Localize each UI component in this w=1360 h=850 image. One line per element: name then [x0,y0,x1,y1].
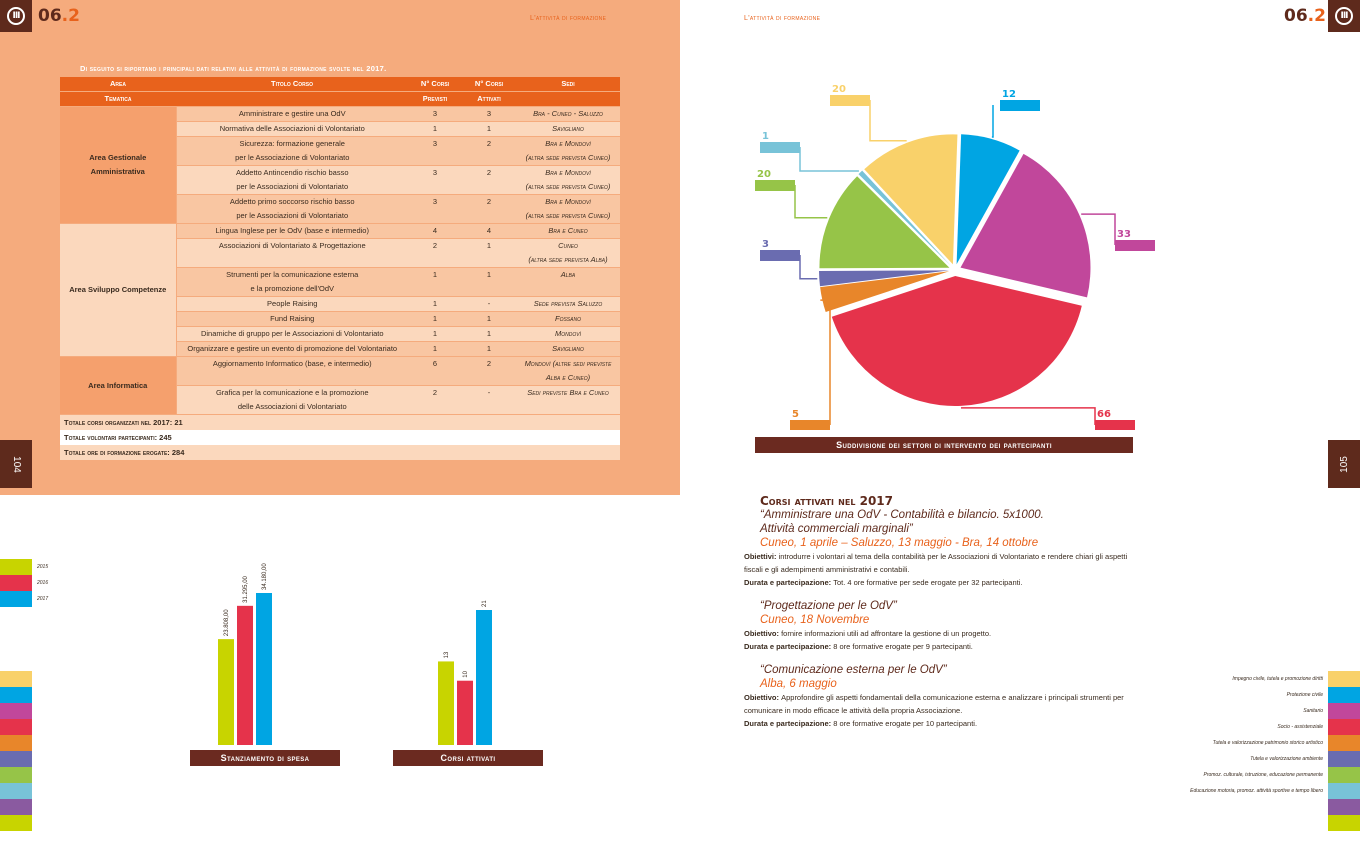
sector-label: Protezione civile [1286,692,1323,698]
location-cell [516,312,620,327]
year-swatch [0,591,32,607]
cell-line: Sede prevista Saluzzo [533,299,603,308]
table-header-cell [516,92,620,107]
bar-value-label: 10 [463,671,469,678]
table-header-cell: Area [60,77,176,92]
courses-table-wrapper [60,77,620,460]
cell-line: Fund Raising [270,314,315,323]
activated-count-cell: 2 [462,357,516,386]
pie-value-label: 3 [762,239,769,250]
year-label: 2015 [37,564,49,570]
location-cell [516,327,620,342]
activated-count-cell: 1 [462,342,516,357]
pie-leader-line [795,185,827,218]
course-title-cell [176,386,408,415]
planned-count-cell: 1 [408,268,462,297]
cell-line: Addetto primo soccorso rischio basso [229,197,355,206]
activated-count-cell: 4 [462,224,516,239]
page-number-right: 105 [1328,440,1360,488]
course-title-cell [176,342,408,357]
chapter-roman-icon: III [7,7,25,25]
chapter-icon-right [1328,0,1360,32]
activated-count-cell: 2 [462,137,516,166]
cell-line: Associazioni di Volontariato & Progettazione [218,241,366,250]
planned-count-cell: 3 [408,107,462,122]
cell-line: (altra sede prevista Alba) [528,255,608,264]
cell-line: Fossano [555,314,581,323]
left-strip-swatch [0,671,32,687]
course-title-cont: Attività commerciali marginali” [760,523,913,535]
chapter-icon [0,0,32,32]
location-cell [516,122,620,137]
spending-bar-chart [200,540,360,745]
objective-text: Approfondire gli aspetti fondamentali della comunicazione esterna e analizzare i principali strumenti per comunicare in modo efficace le attività della propria Associazione. [744,693,1124,715]
cell-line: Bra e Cuneo [548,226,588,235]
total-row: Totale corsi organizzati nel 2017: 21 [60,415,620,430]
sector-legend-item [1128,783,1360,799]
cell-line: Strumenti per la comunicazione esterna [226,270,359,279]
cell-line: Mondovì (altre sedi previste [524,359,612,368]
course-place: Alba, 6 maggio [760,678,837,690]
spending-chart-caption: Stanziamento di spesa [190,750,340,766]
pie-chart-caption: Suddivisione dei settori di intervento dei partecipanti [755,437,1133,453]
activated-count-cell: 1 [462,122,516,137]
sector-swatch [1328,719,1360,735]
area-cell: Area Sviluppo Competenze [60,224,176,357]
sector-label: Sanitario [1303,708,1323,714]
location-cell [516,195,620,224]
year-legend-item [0,591,48,607]
bar-2016 [237,606,253,745]
chapter-roman-icon: III [1335,7,1353,25]
course-title-cell [176,327,408,342]
pie-value-label: 66 [1097,409,1111,420]
year-legend-item [0,575,48,591]
course-title-cell [176,239,408,268]
table-header-cell: Titolo Corso [176,77,408,92]
sector-label: Tutela e valorizzazione patrimonio storico artistico [1212,740,1323,746]
course-title-cell [176,297,408,312]
location-cell [516,297,620,312]
year-swatch [0,575,32,591]
left-strip-swatch [0,735,32,751]
sector-legend-item [1128,687,1360,703]
sector-legend-item [1128,799,1360,815]
cell-line: Bra e Mondovì [545,197,591,206]
area-cell: Area Gestionale Amministrativa [60,107,176,224]
course-title-cell [176,122,408,137]
planned-count-cell: 3 [408,166,462,195]
course-item [744,663,1144,730]
cell-line: Bra e Mondovì [545,139,591,148]
cell-line: Aggiornamento Informatico (base, e intermedio) [212,359,372,368]
cell-line: (altra sede prevista Cuneo) [525,182,611,191]
left-strip-swatch [0,751,32,767]
running-head-right: L'attività di formazione [744,15,821,22]
cell-line: Grafica per la comunicazione e la promozione [215,388,369,397]
bar-value-label: 31.295,00 [243,576,249,603]
planned-count-cell: 1 [408,297,462,312]
sector-legend-item [1128,767,1360,783]
running-head-left: L'attività di formazione [530,15,607,22]
courses-bar-chart [420,580,540,745]
table-row [60,107,620,122]
table-header-row [60,92,620,107]
course-title-cell [176,224,408,239]
pie-value-label: 33 [1117,229,1131,240]
course-title: “Progettazione per le OdV” [760,600,897,612]
objective-label: Obiettivi: [744,552,779,561]
pie-leader-line [820,300,830,425]
course-objective [744,627,1144,640]
pie-value-tag [1095,420,1135,430]
area-cell: Area Informatica [60,357,176,415]
bar-value-label: 13 [444,651,450,659]
pie-value-tag [830,95,870,106]
duration-label: Durata e partecipazione: [744,578,834,587]
course-title: “Amministrare una OdV - Contabilità e bilancio. 5x1000. [760,509,1044,521]
bar-2016 [457,681,473,745]
pie-value-tag [760,142,800,153]
sector-legend [1128,671,1360,831]
bar-2015 [438,661,454,745]
cell-line: Savigliano [552,124,584,133]
bar-value-label: 34.180,00 [262,563,268,590]
objective-text: fornire informazioni utili ad affrontare la gestione di un progetto. [781,629,992,638]
location-cell [516,224,620,239]
planned-count-cell: 2 [408,239,462,268]
course-title-cell [176,357,408,386]
cell-line: Normativa delle Associazioni di Volontariato [219,124,365,133]
activated-count-cell: 2 [462,195,516,224]
course-title-cell [176,166,408,195]
objective-text: introdurre i volontari al tema della contabilità per le Associazioni di Volontariato e rendere chiari gli aspetti fiscali e gli adempimenti amministrativi e contabili. [744,552,1128,574]
sector-swatch [1328,815,1360,831]
planned-count-cell: 1 [408,342,462,357]
cell-line: Alba [560,270,576,279]
sector-legend-item [1128,815,1360,831]
cell-line: Addetto Antincendio rischio basso [235,168,349,177]
year-legend [0,559,48,607]
activated-count-cell: 1 [462,312,516,327]
pie-value-tag [790,420,830,430]
cell-line: (altra sede prevista Cuneo) [525,153,611,162]
pie-value-label: 20 [757,169,771,180]
cell-line: per le Associazione di Volontariato [235,153,350,162]
duration-text: Tot. 4 ore formative per sede erogate per 32 partecipanti. [833,578,1023,587]
cell-line: Organizzare e gestire un evento di promozione del Volontariato [187,344,398,353]
pie-value-label: 5 [792,409,799,420]
sector-swatch [1328,687,1360,703]
total-row: Totale ore di formazione erogate: 284 [60,445,620,460]
bar-2017 [256,593,272,745]
sector-label: Promoz. culturale, istruzione, educazione permanente [1203,772,1323,778]
table-header-cell: Previsti [408,92,462,107]
cell-line: Dinamiche di gruppo per le Associazioni di Volontariato [200,329,384,338]
sector-legend-item [1128,671,1360,687]
table-totals [60,415,620,460]
left-strip-swatch [0,783,32,799]
planned-count-cell: 1 [408,122,462,137]
duration-label: Durata e partecipazione: [744,642,834,651]
objective-label: Obiettivo: [744,693,782,702]
location-cell [516,239,620,268]
pie-value-tag [755,180,795,191]
location-cell [516,342,620,357]
course-title-cell [176,312,408,327]
year-label: 2017 [37,596,49,602]
table-header-cell: N° Corsi [408,77,462,92]
cell-line: (altra sede prevista Cuneo) [525,211,611,220]
pie-leader-line [870,100,907,141]
cell-line: Savigliano [552,344,584,353]
course-item [744,599,1144,653]
cell-line: per le Associazioni di Volontariato [236,182,349,191]
sector-label: Socio - assistenziale [1277,724,1323,730]
sector-legend-item [1128,735,1360,751]
activated-count-cell: 1 [462,268,516,297]
table-header-cell: N° Corsi [462,77,516,92]
left-color-strip [0,671,32,831]
sector-swatch [1328,735,1360,751]
bar-2015 [218,639,234,745]
chapter-number-right: 06.2 [1284,6,1326,26]
table-header-row [60,77,620,92]
course-objective [744,550,1144,576]
table-row [60,357,620,386]
left-strip-swatch [0,703,32,719]
sector-legend-item [1128,703,1360,719]
planned-count-cell: 2 [408,386,462,415]
bar-value-label: 23.808,00 [224,609,230,637]
pie-value-label: 1 [762,131,769,142]
location-cell [516,107,620,122]
course-duration [744,717,1144,730]
sectors-pie-chart [700,70,1200,430]
left-strip-swatch [0,687,32,703]
course-item [744,508,1144,589]
sector-label: Tutela e valorizzazione ambiente [1250,756,1323,762]
pie-value-tag [1000,100,1040,111]
planned-count-cell: 1 [408,312,462,327]
course-title-cell [176,268,408,297]
pie-leader-line [800,147,859,171]
sector-label: Impegno civile, tutela e promozione diritti [1232,676,1323,682]
chapter-number-left: 06.2 [38,6,80,26]
activated-count-cell: 1 [462,327,516,342]
pie-value-tag [1115,240,1155,251]
duration-text: 8 ore formative erogate per 10 partecipanti. [833,719,978,728]
sector-legend-item [1128,751,1360,767]
cell-line: Amministrare e gestire una OdV [238,109,346,118]
pie-leader-line [992,105,993,137]
cell-line: Cuneo [558,241,578,250]
pie-leader-line [800,255,817,279]
table-intro: Di seguito si riportano i principali dati relativi alle attività di formazione svolte nel 2017. [80,64,387,73]
total-row: Totale volontari partecipanti: 245 [60,430,620,445]
left-strip-swatch [0,767,32,783]
year-swatch [0,559,32,575]
course-title-cell [176,137,408,166]
activated-count-cell: 2 [462,166,516,195]
planned-count-cell: 3 [408,195,462,224]
year-label: 2016 [37,580,49,586]
cell-line: Bra - Cuneo - Saluzzo [533,109,603,118]
planned-count-cell: 6 [408,357,462,386]
courses-section [744,494,1144,730]
cell-line: per le Associazioni di Volontariato [236,211,349,220]
cell-line: Sedi previste Bra e Cuneo [527,388,609,397]
table-header-cell [176,92,408,107]
activated-count-cell: - [462,386,516,415]
table-header-cell: Sedi [516,77,620,92]
cell-line: Bra e Mondovì [545,168,591,177]
sector-swatch [1328,783,1360,799]
course-place: Cuneo, 1 aprile – Saluzzo, 13 maggio - Bra, 14 ottobre [760,537,1039,549]
location-cell [516,386,620,415]
cell-line: People Raising [267,299,318,308]
sector-label: Educazione motoria, promoz. attività sportive e tempo libero [1190,788,1323,794]
activated-count-cell: - [462,297,516,312]
courses-heading: Corsi attivati nel 2017 [760,494,893,508]
bar-2017 [476,610,492,745]
duration-text: 8 ore formative erogate per 9 partecipanti. [833,642,973,651]
course-place: Cuneo, 18 Novembre [760,614,870,626]
pie-leader-line [961,408,1095,425]
page-number-left: 104 [0,440,32,488]
sector-swatch [1328,799,1360,815]
table-header-cell: Attivati [462,92,516,107]
planned-count-cell: 1 [408,327,462,342]
table-row [60,224,620,239]
location-cell [516,166,620,195]
course-title-cell [176,195,408,224]
location-cell [516,357,620,386]
cell-line: Lingua Inglese per le OdV (base e intermedio) [215,226,369,235]
sector-swatch [1328,703,1360,719]
course-objective [744,691,1144,717]
cell-line: e la promozione dell'OdV [250,284,335,293]
duration-label: Durata e partecipazione: [744,719,834,728]
cell-line: Mondovì [555,329,581,338]
planned-count-cell: 4 [408,224,462,239]
courses-table [60,77,620,415]
pie-value-label: 12 [1002,89,1016,100]
planned-count-cell: 3 [408,137,462,166]
pie-value-tag [760,250,800,261]
left-strip-swatch [0,799,32,815]
cell-line: Sicurezza: formazione generale [239,139,345,148]
location-cell [516,268,620,297]
course-duration [744,576,1144,589]
year-legend-item [0,559,48,575]
sector-swatch [1328,751,1360,767]
objective-label: Obiettivo: [744,629,782,638]
cell-line: Alba e Cuneo) [545,373,591,382]
courses-chart-caption: Corsi attivati [393,750,543,766]
course-title: “Comunicazione esterna per le OdV” [760,664,947,676]
cell-line: delle Associazioni di Volontariato [237,402,347,411]
sector-swatch [1328,671,1360,687]
course-title-cell [176,107,408,122]
course-duration [744,640,1144,653]
left-strip-swatch [0,719,32,735]
sector-swatch [1328,767,1360,783]
left-strip-swatch [0,815,32,831]
location-cell [516,137,620,166]
table-header-cell: Tematica [60,92,176,107]
bar-value-label: 21 [482,600,488,607]
pie-value-label: 20 [832,84,846,95]
activated-count-cell: 1 [462,239,516,268]
activated-count-cell: 3 [462,107,516,122]
sector-legend-item [1128,719,1360,735]
